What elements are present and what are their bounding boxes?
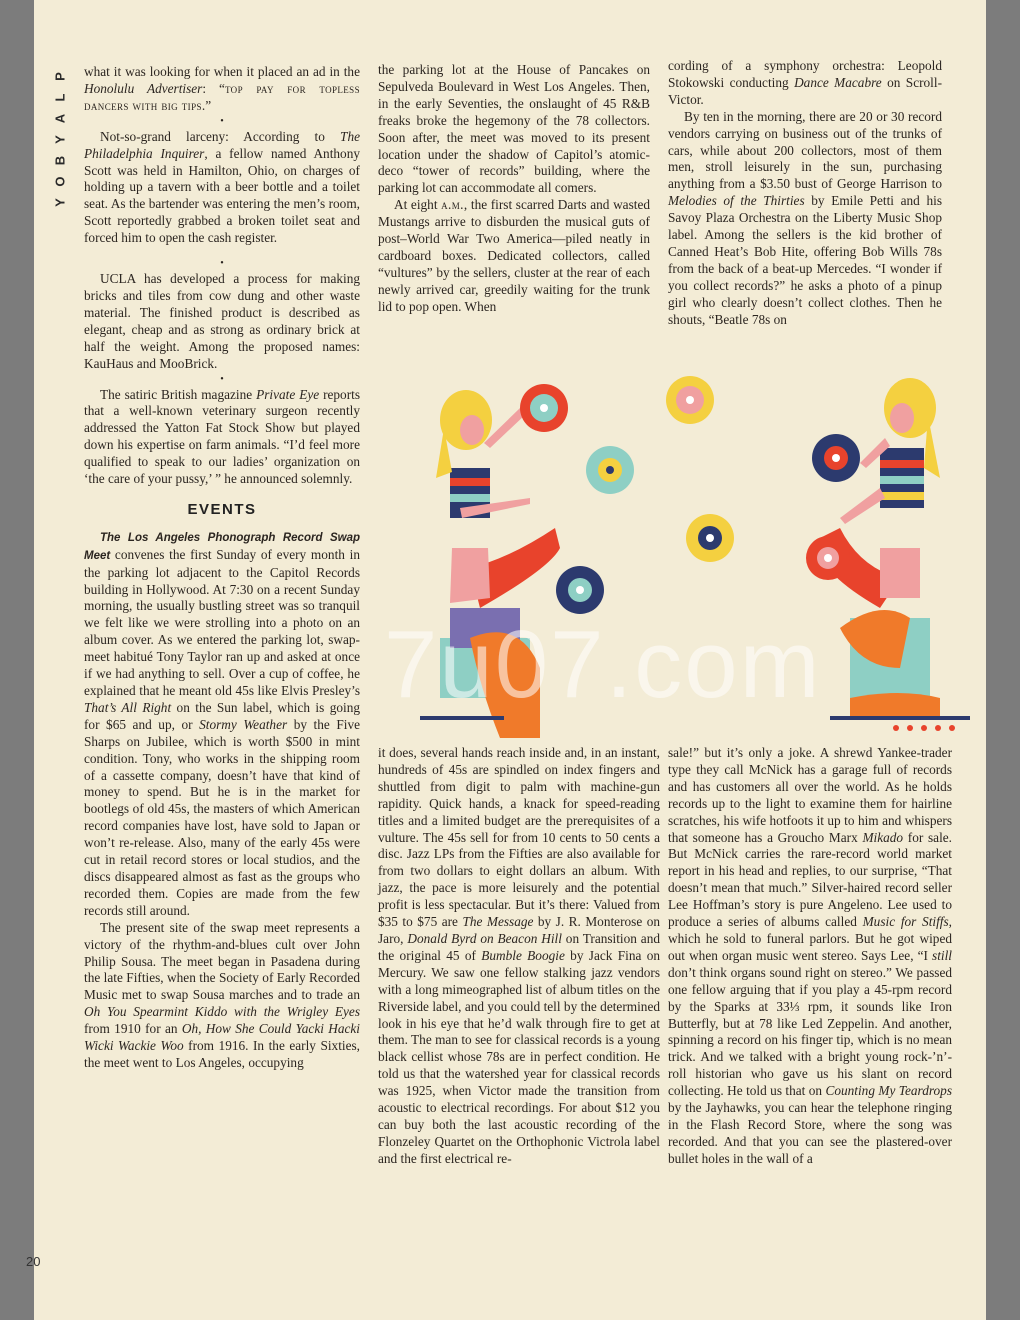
side-letter: Y [52,198,68,207]
paragraph-ten-morning: By ten in the morning, there are 20 or 30 record vendors carrying on business out of the trunks of cars, while about 200 collectors, most of them men, stroll leisurely in the sun, purchasing anything from a $3.50 bust of George Harrison to Melodies of the Thirties by Emile Petti and his Savoy Plaza Orchestra on the Liberty Music Shop label. Among the sellers is the kid brother of Canned Heat’s Bob Hite, offering Bob Wills 78s from the back of a beat-up Mercedes. “I wonder if you collect records?” he asks a photo of a pinup girl who clearly doesn’t collect clothes. Then he shouts, “Beatle 78s on [668,108,942,327]
column-middle-bottom [378,745,660,1168]
record-disc-icon [586,446,634,494]
woman-figure [436,390,560,738]
paragraph-private-eye: The satiric British magazine Private Eye reports that a well-known veterinary surgeon recently addressed the Yatton Fat Stock Show but played down his expertise on farm animals. “I’d feel more qualified to speak to our ladies’ organization on ‘the care of your pussy,’ ” he announced solemnly. [84,386,360,487]
paragraph-larceny: Not-so-grand larceny: According to The Philadelphia Inquirer, a fellow named Anthony Scott was held in Hamilton, Ohio, on charges of holding up a tavern with a beer bottle and a toilet seat. As the bartender was entering the men’s room, Scott reportedly grabbed a broken toilet seat and forced him to open the cash register. [84,128,360,246]
paragraph-mcnick: sale!” but it’s only a joke. A shrewd Yankee-trader type they call McNick has a garage full of records and has customers all over the world. As he holds records up to the light to examine them for hairline scratches, his wife hotfoots it up to him and whispers that someone has a Groucho Marx Mikado for sale. But McNick carries the rare-record world market report in his head and replies, to our surprise, “That doesn’t mean that much.” Silver-haired record seller Lee Hoffman’s story is pure Angeleno. Lee used to produce a series of albums called Music for Stiffs, which he sold to funeral parlors. But he got wiped out when organ music went stereo. Says Lee, “I still don’t think organs sound right on stereo.” We passed one fellow arguing that if you play a 45-rpm record by the Sparks at 33⅓ rpm, it sounds like Iron Butterfly, but at 78 like Led Zeppelin. And another, spinning a record on his finger tip, which is no mean trick. And we talked with a bright young rock-’n’-roll historian who gave us his slant on record collecting. He told us that on Counting My Teardrops by the Jayhawks, you can hear the telephone ringing in the Flash Record Store, where the song was recorded. And that you can see the plastered-over bullet holes in the wall of a [668,745,952,1166]
side-letter: O [52,176,68,187]
column-right-top [668,58,942,329]
record-disc-icon [806,536,850,580]
section-bullet: • [220,115,224,127]
side-letter: Y [52,135,68,144]
column-left [84,64,360,1072]
events-heading: EVENTS [187,500,257,518]
magazine-side-label [50,66,70,213]
record-disc-icon [556,566,604,614]
record-disc-icon [666,376,714,424]
paragraph-stokowski: cording of a symphony orchestra: Leopold Stokowski conducting Dance Macabre on Scroll-Victor. [668,58,942,107]
magazine-page [34,0,986,1320]
section-bullet: • [220,373,224,385]
paragraph-hands-reach: it does, several hands reach inside and, in an instant, hundreds of 45s are spindled on index fingers and shuttled from digit to palm with machine-gun rapidity. Quick hands, a knack for speed-reading titles and a limited budget are the prerequisites of a vulture. The 45s sell for from 10 cents to 50 cents a disc. Jazz LPs from the Fifties are also available for from two dollars to eight dollars an album. With jazz, the pace is more leisurely and the potential profit is less spectacular. But it’s there: Valued from $35 to $75 are The Message by J. R. Monterose on Jaro, Donald Byrd on Beacon Hill on Transition and the original 45 of Bumble Boogie by Jack Fina on Mercury. We saw one fellow stalking jazz vendors with a long mimeographed list of album titles on the Riverside label, and you could tell by the determined look in his eye that he’d walk through fire to get at them. The man to see for classical records is a young black cellist whose 78s are in perfect condition. He told us that the watershed year for classical records was 1925, when Victor made the transition from acoustic to electrical recordings. For about $12 you can buy both the last acoustic recording of the Flonzeley Quartet on the Orthophonic Victrola label and the first electrical re- [378,745,661,1166]
record-disc-icon [812,434,860,482]
paragraph-honolulu: what it was looking for when it placed an ad in the Honolulu Advertiser: “top pay for topless dancers with big tips.” [84,64,360,113]
record-disc-icon [686,514,734,562]
section-bullet: • [220,258,224,270]
side-letter: P [52,72,68,81]
record-disc-icon [520,384,568,432]
side-letter: L [52,93,68,102]
paragraph-ucla: UCLA has developed a process for making bricks and tiles from cow dung and other waste material. The finished product is described as elegant, cheap and as strong as ordinary brick at half the weight. Among the proposed names: KauHaus and MooBrick. [84,271,360,371]
column-right-bottom [668,745,952,1168]
juggling-women-illustration [380,368,980,742]
side-letter: B [52,155,68,166]
side-letter: A [52,113,68,124]
watermark: 7u07.com [384,611,822,718]
page-number: 20 [26,1254,41,1269]
paragraph-swap-meet: The Los Angeles Phonograph Record Swap Meet convenes the first Sunday of every month in the parking lot adjacent to the Capitol Records building in Hollywood. At 7:30 on a recent Sunday morning, the usually bustling street was so tranquil we felt like we were strolling into a photo on an album cover. As we entered the parking lot, swap-meet habitué Tony Taylor ran up and asked at once if we had anything to sell. Over a cup of coffee, he explained that he meant old 45s like Elvis Presley’s That’s All Right on the Sun label, which is going for $65 and up, or Stormy Weather by the Five Sharps on Jubilee, which is worth $500 in mint condition. Tony, who works in the shipping room of a cassette company, doesn’t have that kind of money to spend. But he is in the market for bootlegs of old 45s, the masters of which American record companies have lost, have sold to Japan or won’t re-release. Also, many of the early 45s were cut in retail record stores or local studios, and the discs disappeared almost as fast as the groups who recorded them. Copies are made from the few records still around. [84,531,360,918]
paragraph-eight-am: At eight a.m., the first scarred Darts and wasted Mustangs arrive to disburden the musical guts of post–World War Two America—piled neatly in cardboard boxes. Dedicated collectors, called “vultures” by the sellers, cluster at the rear of each newly arrived car, greedily waiting for the trunk lid to pop open. When [378,197,650,314]
paragraph-present-site: The present site of the swap meet represents a victory of the rhythm-and-blues cult over John Philip Sousa. The meet began in Pasadena during the late Fifties, when the Society of Early Recorded Music met to swap Sousa marches and to trade an Oh You Spearmint Kiddo with the Wrigley Eyes from 1910 for an Oh, How She Could Yacki Hacki Wicki Wackie Woo from 1916. In the early Sixties, the meet went to Los Angeles, occupying [84,919,360,1070]
column-middle-top [378,62,650,316]
paragraph-pancakes: the parking lot at the House of Pancakes on Sepulveda Boulevard in West Los Angeles. Then, in the early Seventies, the onslaught of 45 R&B freaks broke the hegemony of the 78 collectors. Soon after, the meet was moved to its present location under the shadow of Capitol’s atomic-deco “tower of records” building, where the parking lot can accommodate all comers. [378,62,650,196]
